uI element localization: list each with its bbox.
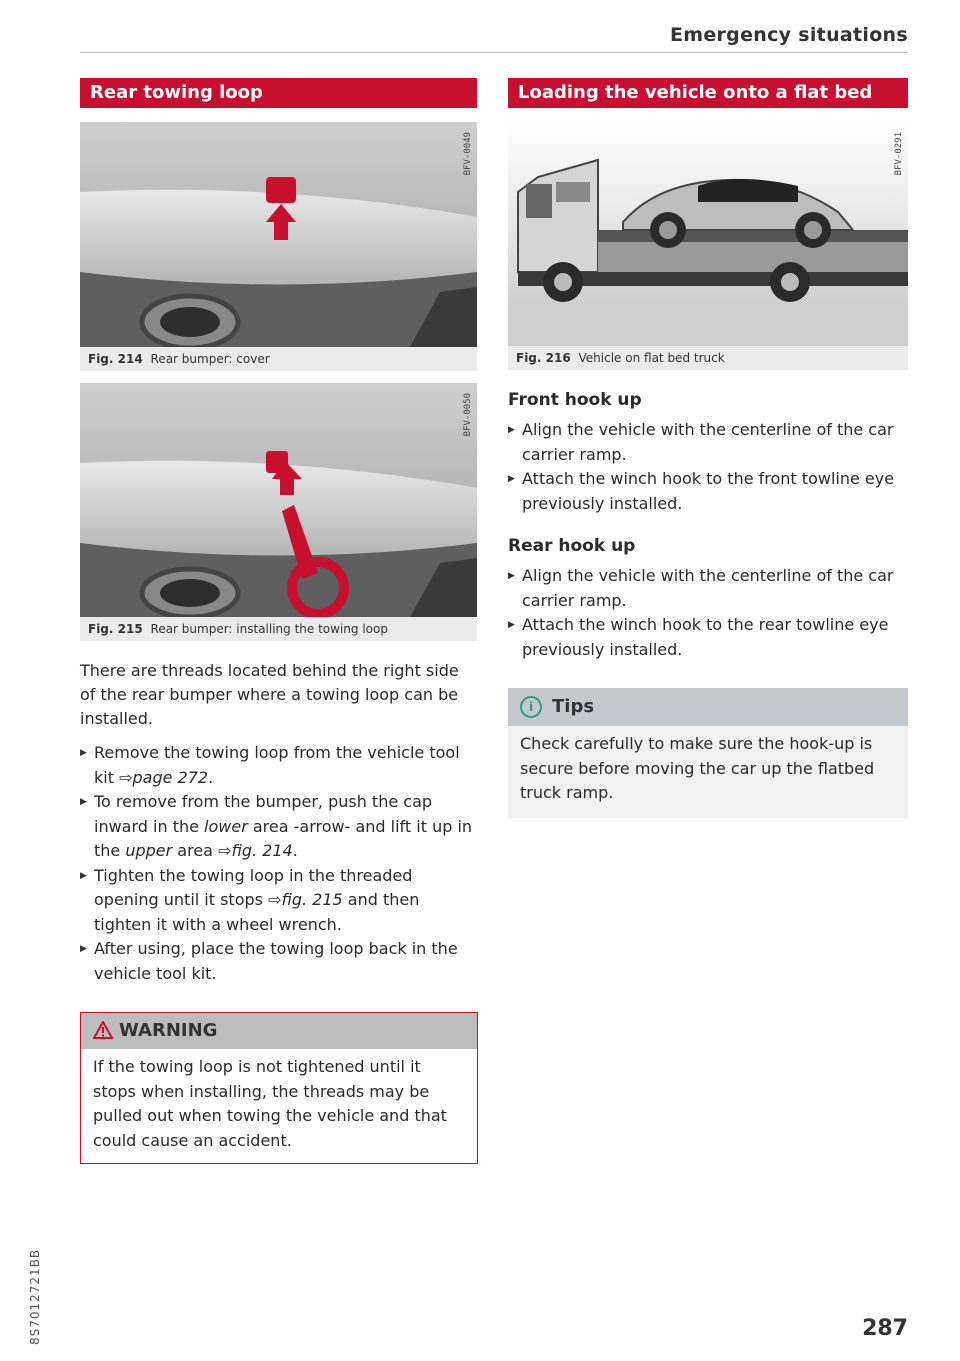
front-hook-up-steps <box>508 418 908 516</box>
header-rule <box>80 52 908 53</box>
figure-reference-link[interactable]: ⇨fig. 215 <box>268 890 343 909</box>
list-item: ▶ Tighten the towing loop in the threaded opening until it stops ⇨fig. 215 and then tighten it with a wheel wrench. <box>80 864 477 938</box>
tips-title: Tips <box>552 696 595 717</box>
right-column <box>508 78 908 818</box>
running-header: Emergency situations <box>669 24 908 46</box>
figure-caption <box>508 346 908 370</box>
figure-214 <box>80 122 477 371</box>
warning-title: WARNING <box>119 1020 218 1041</box>
figure-215 <box>80 383 477 641</box>
list-item: ▶ Attach the winch hook to the rear towline eye previously installed. <box>508 613 908 662</box>
section-title-rear-towing-loop: Rear towing loop <box>80 78 477 108</box>
list-item: ▶ Align the vehicle with the centerline of the car carrier ramp. <box>508 564 908 613</box>
list-item: ▶ Attach the winch hook to the front towline eye previously installed. <box>508 467 908 516</box>
figure-code: BFV-0291 <box>894 132 904 176</box>
flat-bed-truck-image <box>508 122 908 346</box>
warning-text: If the towing loop is not tightened until it stops when installing, the threads may be pulled out when towing the vehicle and that could cause an accident. <box>93 1057 447 1150</box>
intro-paragraph: There are threads located behind the right side of the rear bumper where a towing loop can be installed. <box>80 661 459 728</box>
tips-header <box>508 688 908 726</box>
figure-code: BFV-0050 <box>463 393 473 437</box>
page-reference-link[interactable]: ⇨page 272 <box>119 767 209 787</box>
warning-header <box>81 1013 477 1049</box>
figure-216 <box>508 122 908 370</box>
list-item: ▶ Remove the towing loop from the vehicle tool kit ⇨page 272. <box>80 741 477 790</box>
figure-label: Fig. 214 <box>88 352 143 366</box>
figure-label: Fig. 215 <box>88 622 143 636</box>
rear-bumper-cover-image <box>80 122 477 347</box>
towing-loop-steps <box>80 741 477 986</box>
figure-caption-text: Rear bumper: cover <box>150 352 270 366</box>
figure-caption <box>80 617 477 641</box>
document-code: 8S7012721BB <box>28 1248 42 1345</box>
rear-hook-up-steps <box>508 564 908 662</box>
list-item: ▶ To remove from the bumper, push the cap inward in the lower area -arrow- and lift it up in the upper area ⇨fig. 214. <box>80 790 477 864</box>
warning-triangle-icon <box>93 1021 113 1039</box>
figure-caption-text: Vehicle on flat bed truck <box>578 351 725 365</box>
page-number: 287 <box>862 1316 908 1341</box>
section-title-flat-bed: Loading the vehicle onto a flat bed <box>508 78 908 108</box>
tips-text: Check carefully to make sure the hook-up is secure before moving the car up the flatbed truck ramp. <box>520 734 875 802</box>
warning-box <box>80 1012 478 1164</box>
list-item: ▶ Align the vehicle with the centerline of the car carrier ramp. <box>508 418 908 467</box>
figure-code: BFV-0049 <box>463 132 473 176</box>
tips-box <box>508 688 908 818</box>
front-hook-up-heading: Front hook up <box>508 390 642 410</box>
info-icon: i <box>520 696 542 718</box>
towing-loop-install-image <box>80 383 477 617</box>
figure-caption-text: Rear bumper: installing the towing loop <box>150 622 388 636</box>
figure-reference-link[interactable]: ⇨fig. 214 <box>218 841 293 860</box>
figure-label: Fig. 216 <box>516 351 571 365</box>
figure-caption <box>80 347 477 371</box>
rear-hook-up-heading: Rear hook up <box>508 536 636 556</box>
list-item: ▶ After using, place the towing loop back in the vehicle tool kit. <box>80 937 477 986</box>
left-column <box>80 78 477 1164</box>
